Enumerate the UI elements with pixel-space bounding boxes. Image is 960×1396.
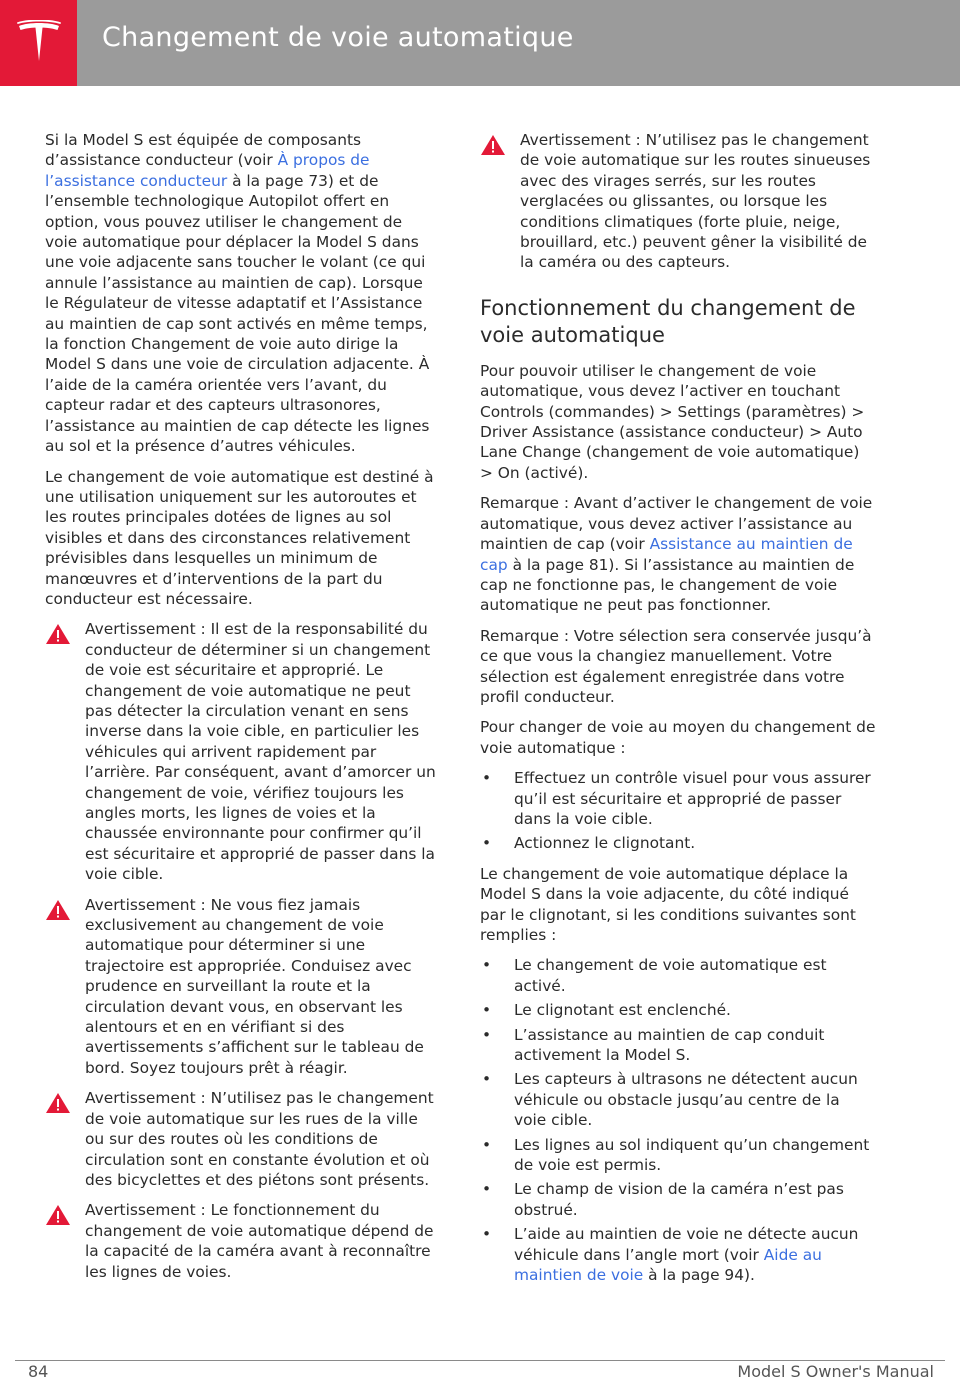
intro-text: Si la Model S est équipée de composants d’assistance conducteur (voir xyxy=(45,131,362,170)
list-item-text: Effectuez un contrôle visuel pour vous assurer qu’il est sécuritaire et approprié de passer dans la voie cible. xyxy=(514,769,871,828)
list-item xyxy=(480,768,876,829)
usage-paragraph: Le changement de voie automatique est destiné à une utilisation uniquement sur les autoroutes et les routes principales dotées de lignes au sol visibles et dans des circonstances relativement prévisibles dans lesquelles un minimum de manœuvres et d’interventions de la part du conducteur est nécessaire. xyxy=(45,467,434,608)
link-assistance-conducteur[interactable]: À propos de l’assistance conducteur xyxy=(45,151,370,190)
manual-name: Model S Owner's Manual xyxy=(737,1362,934,1381)
intro-paragraph xyxy=(45,130,439,457)
list-item-text: Actionnez le clignotant. xyxy=(514,834,696,853)
bullet-icon: • xyxy=(482,1225,492,1244)
page-number: 84 xyxy=(28,1362,49,1381)
warning-icon xyxy=(45,1204,71,1226)
list-item xyxy=(480,1000,876,1020)
link-aide-maintien-de-voie[interactable]: Aide au maintien de voie xyxy=(514,1245,822,1285)
warning-text: Avertissement : Ne vous fiez jamais exclusivement au changement de voie automatique pour déterminer si une trajectoire est appropriée. Conduisez avec prudence en surveillant la route et la circulation devant vous, en observant les alentours et en en vérifiant si des avertissements s’affichent sur le tableau de bord. Soyez toujours prêt à réagir. xyxy=(85,895,424,1077)
warning-text: Avertissement : Le fonctionnement du changement de voie automatique dépend de la capacité de la caméra avant à reconnaître les lignes de voies. xyxy=(85,1201,434,1281)
warning-icon xyxy=(45,623,71,645)
list-item xyxy=(480,833,876,853)
warning-block xyxy=(480,130,876,273)
list-item xyxy=(480,1179,876,1220)
warning-block xyxy=(45,895,439,1079)
intro-text-cont: à la page 73) et de l’ensemble technologique Autopilot offert en option, vous pouvez utiliser le changement de voie automatique pour déplacer la Model S dans une voie adjacente sans toucher le volant (ce qui annule l’assistance au maintien de cap). Lorsque le Régulateur de vitesse adaptatif et l’Assistance au maintien de cap sont activés en même temps, la fonction Changement de voie auto dirige la Model S dans une voie de circulation adjacente. À l’aide de la caméra orientée vers l’avant, du capteur radar et des capteurs ultrasonores, l’assistance au maintien de cap détecte les lignes au sol et la présence d’autres véhicules. xyxy=(45,171,430,456)
list-item-text-cont: à la page 94). xyxy=(643,1266,755,1285)
footer-divider xyxy=(15,1360,945,1361)
note-text-cont: à la page 81). Si l’assistance au maintien de cap ne fonctionne pas, le changement de voie automatique ne peut pas fonctionner. xyxy=(480,555,855,615)
note-paragraph: Remarque : Votre sélection sera conservée jusqu’à ce que vous la changiez manuellement. Votre sélection est également enregistrée dans votre profil conducteur. xyxy=(480,626,872,706)
list-item xyxy=(480,1069,876,1130)
note-paragraph xyxy=(480,493,876,615)
bullet-icon: • xyxy=(482,1135,492,1154)
warning-block xyxy=(45,1200,439,1282)
warning-text: Avertissement : Il est de la responsabilité du conducteur de déterminer si un changement de voie est sécuritaire et approprié. Le changement de voie automatique ne peut pas détecter la circulation venant en sens inverse dans la voie cible, en particulier les véhicules qui arrivent rapidement par l’arrière. Par conséquent, avant d’amorcer un changement de voie, vérifiez toujours les angles morts, les lignes de voies et la chaussée environnante pour confirmer qu’il est sécuritaire et approprié de passer dans la voie cible. xyxy=(85,620,436,884)
warning-text: Avertissement : N’utilisez pas le changement de voie automatique sur les routes sinueuses avec des virages serrés, sur les routes verglacées ou glissantes, ou lorsque les conditions climatiques (forte pluie, neige, brouillard, etc.) peuvent gêner la visibilité de la caméra ou des capteurs. xyxy=(520,131,871,272)
list-item-text: L’aide au maintien de voie ne détecte aucun véhicule dans l’angle mort (voir xyxy=(514,1225,859,1264)
warning-icon xyxy=(45,1092,71,1114)
steps-intro: Pour changer de voie au moyen du changement de voie automatique : xyxy=(480,718,876,757)
list-item-text: L’assistance au maintien de cap conduit activement la Model S. xyxy=(514,1025,825,1065)
activation-paragraph: Pour pouvoir utiliser le changement de voie automatique, vous devez l’activer en touchant Controls (commandes) > Settings (paramètres) > Driver Assistance (assistance conducteur) > Auto Lane Change (changement de voie automatique) > On (activé). xyxy=(480,361,865,482)
bullet-icon: • xyxy=(482,834,492,853)
section-heading: Fonctionnement du changement de voie automatique xyxy=(480,295,856,347)
bullet-icon: • xyxy=(482,1025,492,1044)
list-item-text: Le champ de vision de la caméra n’est pas obstrué. xyxy=(514,1180,844,1219)
warning-icon xyxy=(480,134,506,156)
warning-icon xyxy=(45,899,71,921)
list-item xyxy=(480,1224,876,1285)
bullet-icon: • xyxy=(482,769,492,788)
warning-block xyxy=(45,1088,439,1190)
bullet-icon: • xyxy=(482,1180,492,1199)
list-item-text: Le changement de voie automatique est activé. xyxy=(514,956,827,995)
tesla-logo-icon xyxy=(16,20,62,66)
bullet-icon: • xyxy=(482,1070,492,1089)
conditions-intro: Le changement de voie automatique déplace la Model S dans la voie adjacente, du côté indiqué par le clignotant, si les conditions suivantes sont remplies : xyxy=(480,864,856,944)
bullet-icon: • xyxy=(482,1001,492,1020)
conditions-list xyxy=(480,955,876,1285)
right-column xyxy=(480,130,876,1296)
note-text: Remarque : Avant d’activer le changement de voie automatique, vous devez activer l’assistance au maintien de cap (voir xyxy=(480,494,873,554)
page-header xyxy=(0,0,960,86)
list-item-text: Le clignotant est enclenché. xyxy=(514,1001,731,1020)
bullet-icon: • xyxy=(482,956,492,975)
list-item xyxy=(480,955,876,996)
warning-text: Avertissement : N’utilisez pas le changement de voie automatique sur les rues de la ville ou sur des routes où les conditions de circulation sont en constante évolution et où des bicyclettes et des piétons sont présents. xyxy=(85,1089,434,1189)
page-title: Changement de voie automatique xyxy=(102,22,574,53)
list-item xyxy=(480,1135,876,1176)
list-item-text: Les capteurs à ultrasons ne détectent aucun véhicule ou obstacle jusqu’au centre de la voie cible. xyxy=(514,1070,858,1130)
tesla-logo xyxy=(0,0,77,86)
list-item xyxy=(480,1025,876,1066)
steps-list xyxy=(480,768,876,854)
link-maintien-de-cap[interactable]: Assistance au maintien de cap xyxy=(480,535,853,574)
warning-block xyxy=(45,619,439,884)
left-column xyxy=(45,130,439,1292)
list-item-text: Les lignes au sol indiquent qu’un changement de voie est permis. xyxy=(514,1135,870,1175)
